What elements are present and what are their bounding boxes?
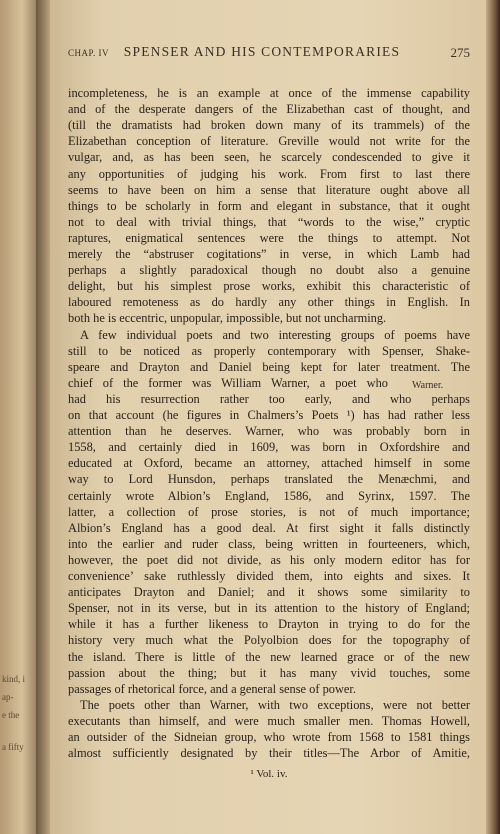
text-line: had his resurrection rather too early, and who perhaps	[68, 391, 470, 406]
facing-page-fragment: kind, i	[2, 674, 26, 684]
text-line: laboured remoteness as do hardly any other things in English. In	[68, 295, 470, 310]
running-head	[68, 44, 470, 64]
facing-page-fragment: e the	[2, 710, 20, 720]
text-line: any opportunities of judging his work. From first to last there	[68, 166, 470, 181]
facing-page-fragment: ap-	[2, 692, 14, 702]
facing-page-fragment: a fifty	[2, 742, 24, 752]
text-line: chief of the former was William Warner, a poet who	[68, 375, 388, 390]
text-line: The poets other than Warner, with two exceptions, were not better	[80, 697, 470, 712]
text-line: and of the desperate dangers of the Elizabethan cast of thought, and	[68, 102, 470, 117]
text-line: into the earlier and ruder class, being written in fourteeners, which,	[68, 536, 470, 551]
text-line: merely the “abstruser cogitations” in verse, in which Lamb had	[68, 247, 470, 261]
page-edge	[486, 0, 500, 834]
text-line: raptures, enigmatical sentences were the things to attempt. Not	[68, 230, 470, 245]
text-line: not to deal with trivial things, that “words to the wise,” cryptic	[68, 214, 470, 229]
text-line: Elizabethan conception of literature. Greville would not write for the	[68, 134, 470, 149]
text-line: perhaps a slightly paradoxical though no doubt also a genuine	[68, 263, 470, 278]
text-line: things to be scholarly in form and elegant in substance, that it ought	[68, 198, 470, 213]
text-line: while it has a further likeness to Drayton in trying to do for the	[68, 617, 470, 632]
text-line: anticipates Drayton and Daniel; and it shows some similarity to	[68, 585, 470, 600]
text-line: way to Lord Hunsdon, perhaps translated the Menæchmi, and	[68, 472, 470, 487]
text-line: speare and Drayton and Daniel being kept for later treatment. The	[68, 359, 470, 374]
page-number: 275	[450, 45, 470, 60]
text-line: 1558, and certainly died in 1609, was born in Oxfordshire and	[68, 440, 470, 455]
text-line: A few individual poets and two interesting groups of poems have	[80, 327, 470, 342]
text-line: latter, a collection of prose stories, is not of much importance;	[68, 504, 470, 519]
text-line: (till the dramatists had broken down many of its trammels) of the	[68, 118, 470, 133]
text-line: both he is eccentric, unpopular, impossible, but not uncharming.	[68, 311, 387, 326]
text-line: vulgar, and, as has been seen, he scarcely condescended to give it	[68, 150, 470, 165]
page-title: SPENSER AND HIS CONTEMPORARIES	[123, 44, 401, 59]
book-page	[50, 0, 488, 834]
text-line: Albion’s England has a good deal. At first sight it falls distinctly	[68, 520, 470, 535]
text-line: attention than he deserves. Warner, who was probably born in	[68, 424, 470, 439]
text-line: certainly wrote Albion’s England, 1586, and Syrinx, 1597. The	[68, 488, 470, 503]
text-line: an outsider of the Sidneian group, who wrote from 1568 to 1581 things	[68, 730, 470, 744]
margin-note: Warner.	[412, 380, 444, 391]
text-line: still to be noticed as properly contemporary with Spenser, Shake-	[68, 343, 470, 358]
chapter-label: CHAP. IV	[68, 48, 110, 58]
text-line: convenience’ sake ruthlessly divided them, into eights and sixes. It	[68, 569, 470, 583]
footnote: ¹ Vol. iv.	[250, 768, 288, 780]
text-line: almost sufficiently designated by their titles—The Arbor of Amitie,	[68, 746, 470, 761]
text-line: history very much what the Polyolbion does for the topography of	[68, 633, 470, 648]
text-line: on that account (he figures in Chalmers’s Poets ¹) has had rather less	[68, 408, 470, 422]
text-line: delight, but his simplest prose works, exhibit this characteristic of	[68, 279, 470, 294]
text-line: educated at Oxford, became an attorney, attached himself in some	[68, 456, 470, 471]
text-line: the island. There is little of the new learned grace or of the new	[68, 649, 470, 664]
text-line: however, the poet did not divide, as his only modern editor has for	[68, 552, 470, 567]
text-line: incompleteness, he is an example at once of the immense capability	[68, 86, 470, 100]
facing-page-edge	[0, 0, 40, 834]
text-line: Spenser, not in its verse, but in its attention to the history of England;	[68, 601, 470, 616]
text-line: seems to have been on him a sense that literature ought above all	[68, 182, 470, 197]
text-line: executants than himself, and were much smaller men. Thomas Howell,	[68, 713, 470, 728]
text-line: passages of rhetorical force, and a general sense of power.	[68, 681, 356, 696]
text-line: passion about the thing; but it has many vivid touches, some	[68, 665, 470, 680]
